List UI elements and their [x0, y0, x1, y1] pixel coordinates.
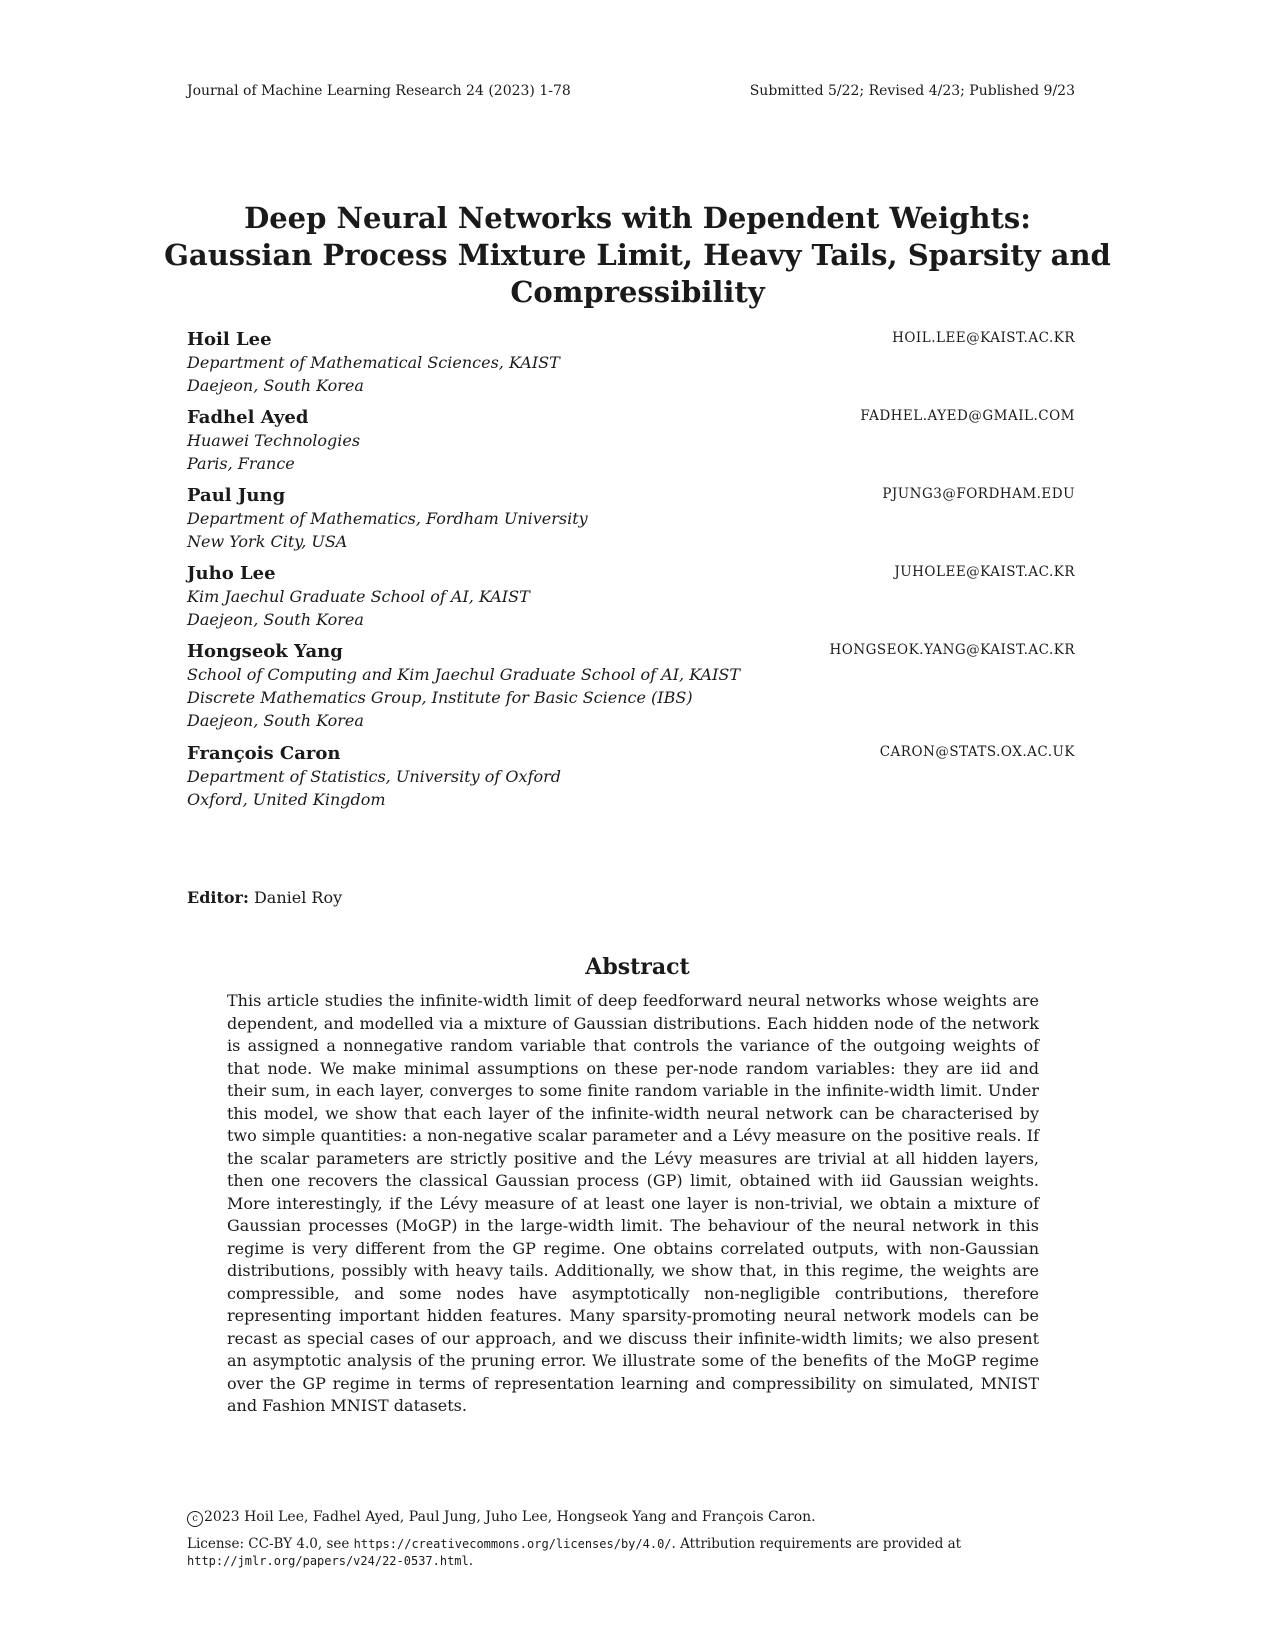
author-email[interactable]: HOIL.LEE@KAIST.AC.KR [892, 330, 1075, 346]
author-name: Fadhel Ayed [187, 407, 309, 428]
abstract-heading: Abstract [585, 954, 690, 980]
paper-title [0, 200, 1275, 311]
editor-label: Editor: [187, 888, 249, 907]
author-location: Daejeon, South Korea [187, 610, 364, 629]
editor-name: Daniel Roy [253, 888, 343, 907]
author-block [187, 640, 1075, 732]
author-affiliation: Discrete Mathematics Group, Institute for Basic Science (IBS) [187, 688, 693, 707]
author-email[interactable]: PJUNG3@FORDHAM.EDU [882, 486, 1075, 502]
author-affiliation: Department of Statistics, University of Oxford [187, 767, 562, 786]
author-affiliation: Kim Jaechul Graduate School of AI, KAIST [187, 587, 530, 606]
author-email[interactable]: JUHOLEE@KAIST.AC.KR [894, 564, 1075, 580]
author-email[interactable]: FADHEL.AYED@GMAIL.COM [860, 408, 1075, 424]
publication-dates: Submitted 5/22; Revised 4/23; Published 9/23 [749, 83, 1075, 99]
copyright-icon: c [187, 1511, 203, 1527]
copyright-line [187, 1509, 816, 1527]
author-location: Daejeon, South Korea [187, 711, 364, 730]
editor-line [187, 888, 342, 907]
author-block [187, 406, 1075, 475]
author-name: François Caron [187, 743, 341, 764]
author-affiliation: Department of Mathematical Sciences, KAIST [187, 353, 560, 372]
author-location: Oxford, United Kingdom [187, 790, 386, 809]
author-affiliation: School of Computing and Kim Jaechul Graduate School of AI, KAIST [187, 665, 741, 684]
author-block [187, 742, 1075, 811]
license-link[interactable]: https://creativecommons.org/licenses/by/4.0/ [353, 1537, 672, 1551]
author-name: Paul Jung [187, 485, 286, 506]
license-mid: . Attribution requirements are provided at [671, 1536, 962, 1552]
author-affiliation: Huawei Technologies [187, 431, 361, 450]
author-affiliation: Department of Mathematics, Fordham University [187, 509, 588, 528]
author-location: New York City, USA [187, 532, 348, 551]
author-name: Juho Lee [187, 563, 276, 584]
author-block [187, 328, 1075, 397]
license-end: . [468, 1553, 474, 1569]
title-line: Deep Neural Networks with Dependent Weights: [244, 201, 1031, 235]
author-location: Daejeon, South Korea [187, 376, 364, 395]
title-line: Gaussian Process Mixture Limit, Heavy Tails, Sparsity and [164, 238, 1111, 272]
attribution-link[interactable]: http://jmlr.org/papers/v24/22-0537.html [187, 1554, 469, 1568]
author-block [187, 562, 1075, 631]
author-name: Hongseok Yang [187, 641, 343, 662]
author-location: Paris, France [187, 454, 295, 473]
journal-header: Journal of Machine Learning Research 24 (2023) 1-78 [187, 83, 571, 99]
author-email[interactable]: HONGSEOK.YANG@KAIST.AC.KR [829, 642, 1075, 658]
author-block [187, 484, 1075, 553]
author-name: Hoil Lee [187, 329, 272, 350]
author-email[interactable]: CARON@STATS.OX.AC.UK [879, 744, 1075, 760]
copyright-text: 2023 Hoil Lee, Fadhel Ayed, Paul Jung, Juho Lee, Hongseok Yang and François Caron. [204, 1509, 816, 1525]
license-notice [187, 1536, 1087, 1570]
title-line: Compressibility [510, 275, 765, 309]
license-prefix: License: CC-BY 4.0, see [187, 1536, 354, 1552]
abstract-text: This article studies the infinite-width limit of deep feedforward neural networks whose weights are dependent, and modelled via a mixture of Gaussian distributions. Each hidden node of the network is assigned a nonnegative random variable that controls the variance of the outgoing weights of that node. We make minimal assumptions on these per-node random variables: they are iid and their sum, in each layer, converges to some finite random variable in the infinite-width limit. Under this model, we show that each layer of the infinite-width neural network can be characterised by two simple quantities: a non-negative scalar parameter and a Lévy measure on the positive reals. If the scalar parameters are strictly positive and the Lévy measures are trivial at all hidden layers, then one recovers the classical Gaussian process (GP) limit, obtained with iid Gaussian weights. More interestingly, if the Lévy measure of at least one layer is non-trivial, we obtain a mixture of Gaussian processes (MoGP) in the large-width limit. The behaviour of the neural network in this regime is very different from the GP regime. One obtains correlated outputs, with non-Gaussian distributions, possibly with heavy tails. Additionally, we show that, in this regime, the weights are compressible, and some nodes have asymptotically non-negligible contributions, therefore representing important hidden features. Many sparsity-promoting neural network models can be recast as special cases of our approach, and we discuss their infinite-width limits; we also present an asymptotic analysis of the pruning error. We illustrate some of the benefits of the MoGP regime over the GP regime in terms of representation learning and compressibility on simulated, MNIST and Fashion MNIST datasets. [227, 991, 1039, 1415]
